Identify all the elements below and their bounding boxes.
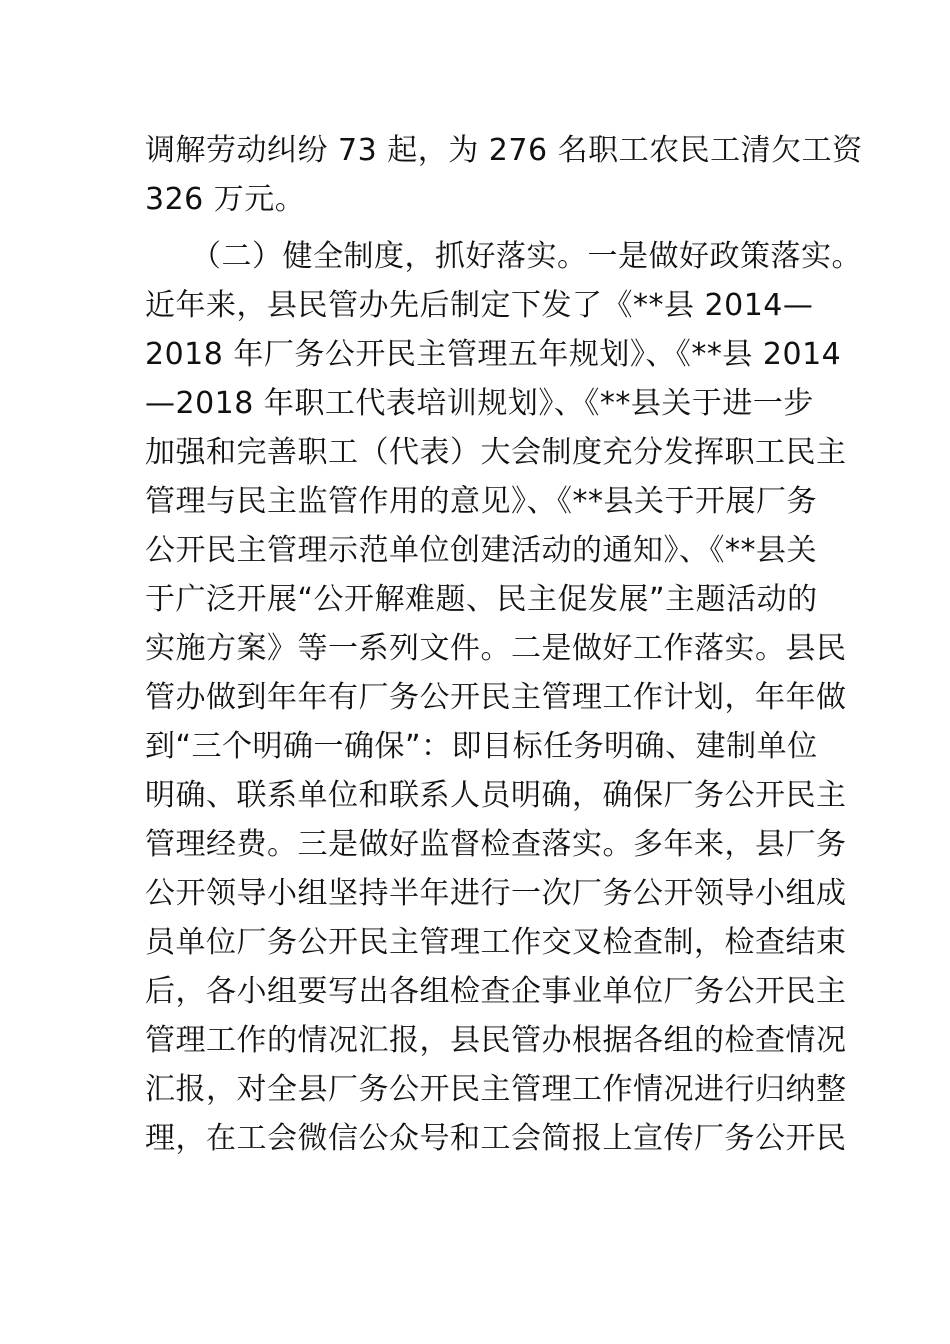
text-line: 实施方案》等一系列文件。二是做好工作落实。县民 (145, 631, 847, 666)
text-line: 理，在工会微信公众号和工会简报上宣传厂务公开民 (145, 1121, 847, 1156)
paragraph-first-line: （二）健全制度，抓好落实。一是做好政策落实。 (145, 239, 862, 274)
text-line: 员单位厂务公开民主管理工作交叉检查制，检查结束 (145, 925, 847, 960)
text-line: 后，各小组要写出各组检查企事业单位厂务公开民主 (145, 974, 847, 1009)
text-line: 于广泛开展“公开解难题、民主促发展”主题活动的 (145, 582, 818, 617)
body-text (145, 126, 863, 1163)
text-line: 明确、联系单位和联系人员明确，确保厂务公开民主 (145, 778, 847, 813)
text-line: 管办做到年年有厂务公开民主管理工作计划，年年做 (145, 680, 847, 715)
text-line: 近年来，县民管办先后制定下发了《**县 2014— (145, 288, 814, 323)
text-line: 汇报，对全县厂务公开民主管理工作情况进行归纳整 (145, 1072, 847, 1107)
text-line: 326 万元。 (145, 182, 306, 217)
text-line: 公开领导小组坚持半年进行一次厂务公开领导小组成 (145, 876, 847, 911)
text-line: 加强和完善职工（代表）大会制度充分发挥职工民主 (145, 435, 847, 470)
text-line: 到“三个明确一确保”：即目标任务明确、建制单位 (145, 729, 818, 764)
text-line: —2018 年职工代表培训规划》、《**县关于进一步 (145, 386, 814, 421)
text-line: 2018 年厂务公开民主管理五年规划》、《**县 2014 (145, 337, 842, 372)
text-line: 管理经费。三是做好监督检查落实。多年来，县厂务 (145, 827, 847, 862)
text-line: 公开民主管理示范单位创建活动的通知》、《**县关 (145, 533, 817, 568)
text-line: 管理工作的情况汇报，县民管办根据各组的检查情况 (145, 1023, 847, 1058)
text-line: 管理与民主监管作用的意见》、《**县关于开展厂务 (145, 484, 817, 519)
text-line: 调解劳动纠纷 73 起，为 276 名职工农民工清欠工资 (145, 133, 863, 168)
